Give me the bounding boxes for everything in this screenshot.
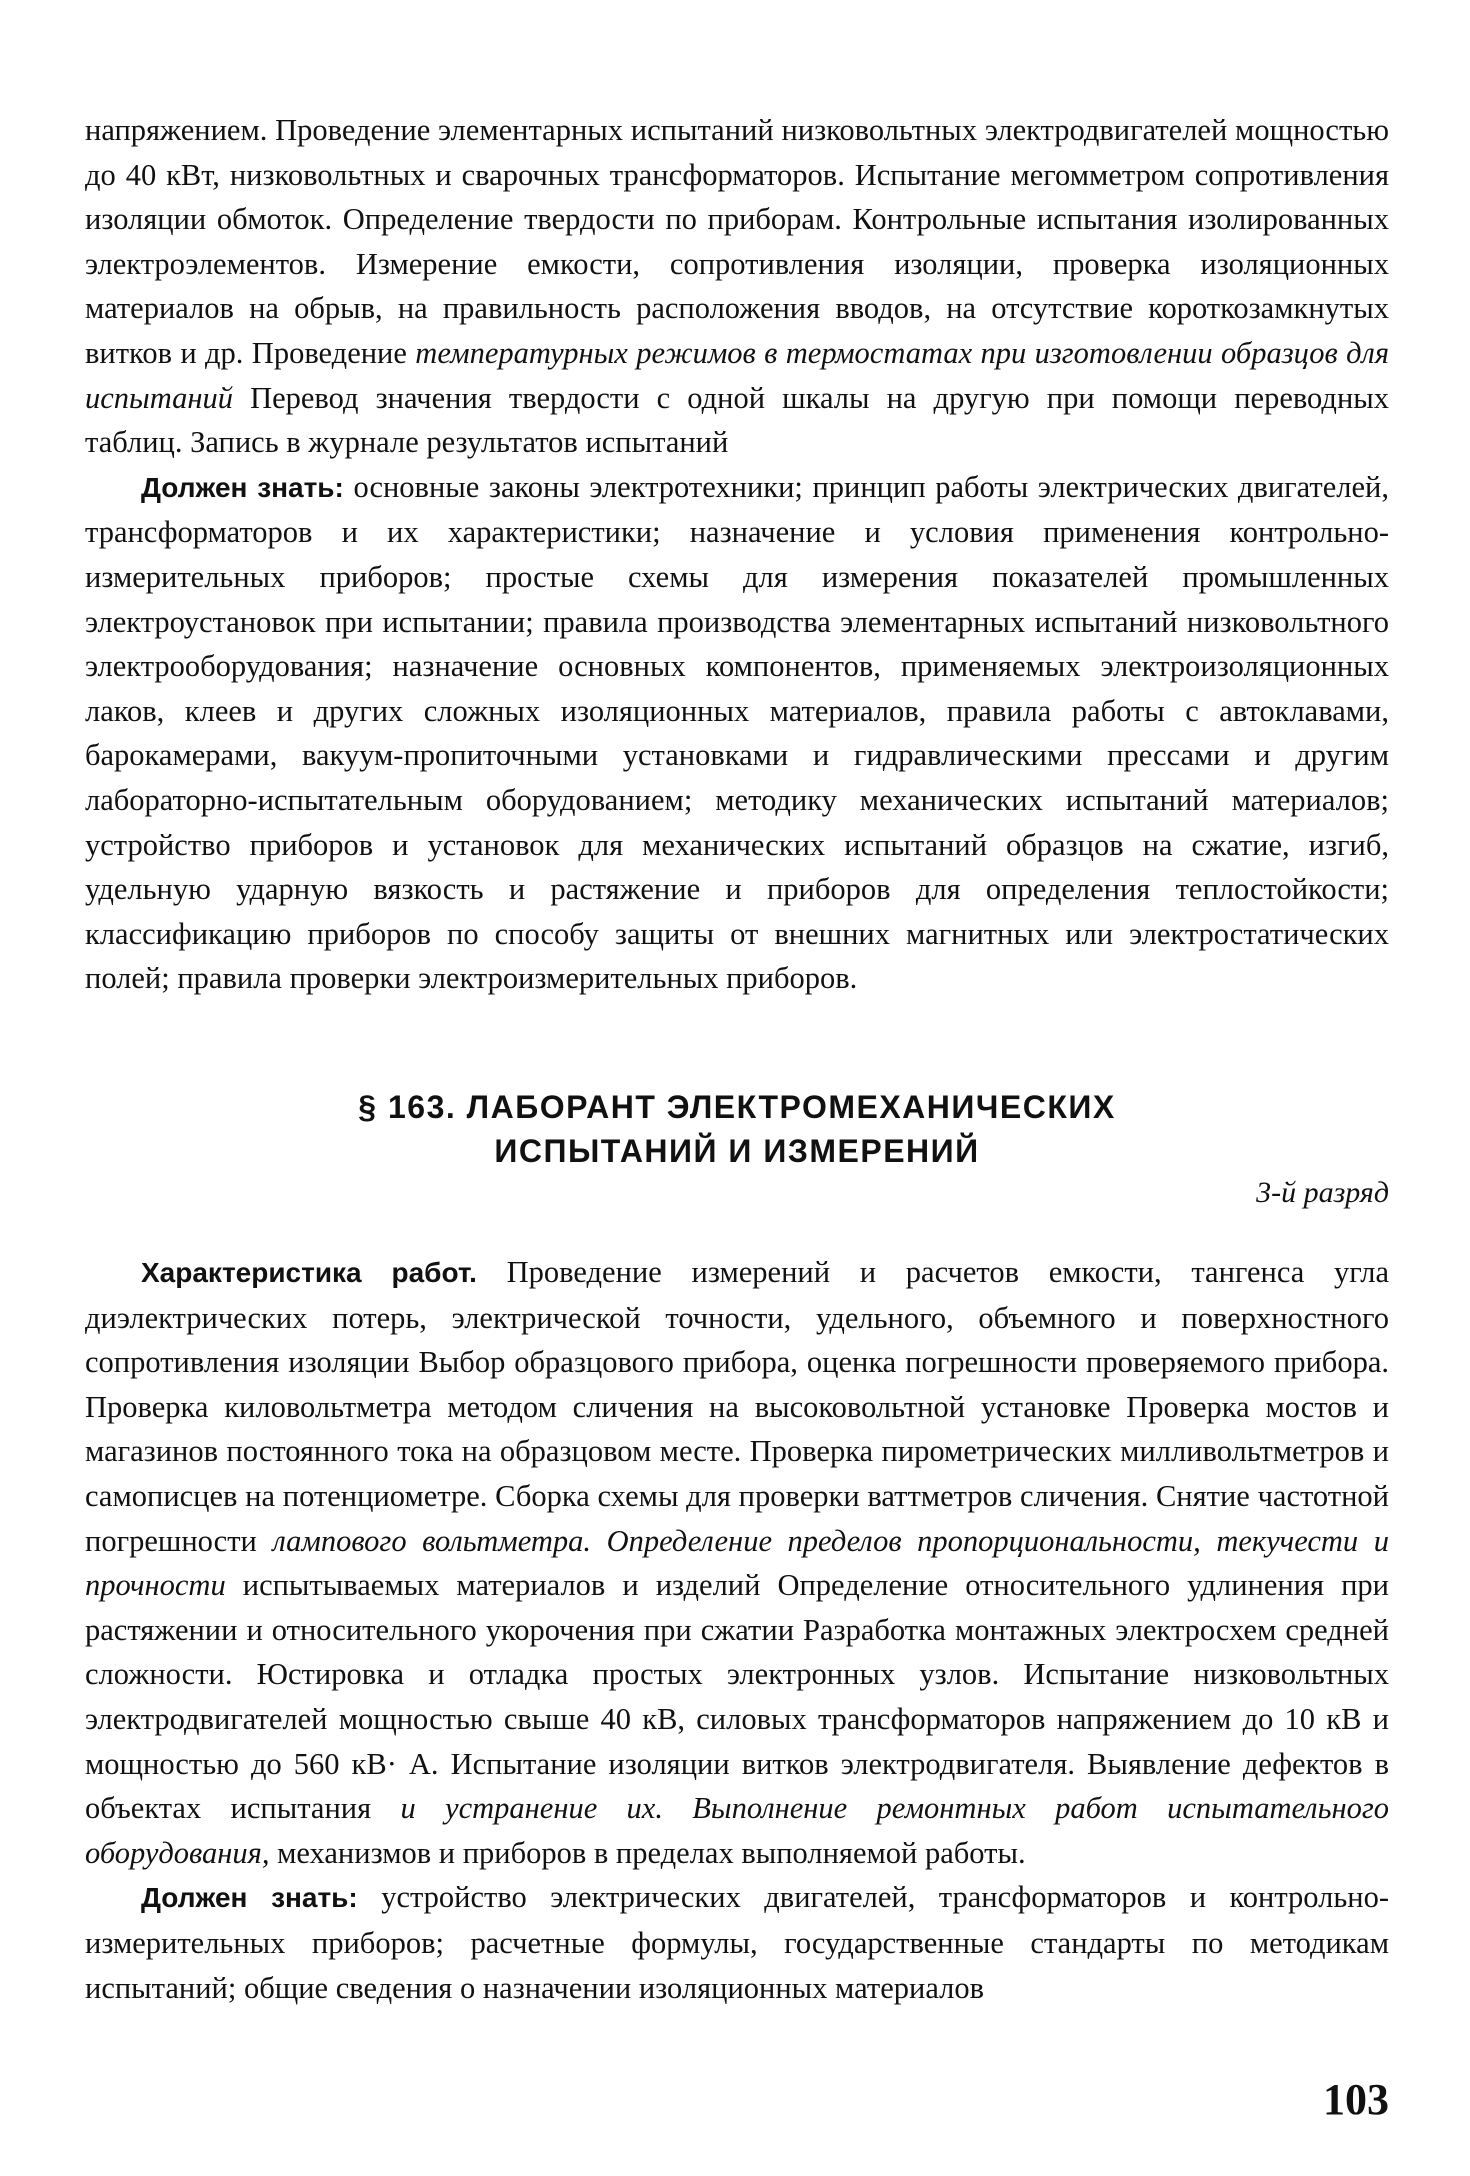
text-block-bottom [85,1250,1389,2010]
paragraph-lead: Должен знать: [141,471,344,503]
grade-label: 3-й разряд [1256,1176,1389,1209]
italic-fragment: температурных режимов в термостатах при изготовлении образцов для испытаний [85,335,1390,415]
italic-fragment: лампового вольтметра. Определение пределов пропорциональности, текучести и прочности [85,1523,1389,1603]
section-heading-line-1: § 163. ЛАБОРАНТ ЭЛЕКТРОМЕХАНИЧЕСКИХ [358,1089,1116,1125]
paragraph-lead: Характеристика работ. [141,1257,477,1288]
page-number: 103 [1323,2075,1389,2124]
section-heading-line-2: ИСПЫТАНИЙ И ИЗМЕРЕНИЙ [494,1133,980,1169]
section-heading [85,1085,1389,1173]
text-block-top [85,108,1389,1001]
paragraph-work-characteristic: Характеристика работ. Проведение измерений и расчетов емкости, тангенса угла диэлектрических потерь, электрической точности, удельного, объемного и поверхностного сопротивления изоляции Выбор образцового прибора, оценка погрешности проверяемого прибора. Проверка киловольтметра методом сличения на высоковольтной установке Проверка мостов и магазинов постоянного тока на образцовом месте. Проверка пирометрических милливольтметров и самописцев на потенциометре. Сборка схемы для проверки ваттметров сличения. Снятие частотной погрешности лампового вольтметра. Определение пределов пропорциональности, текучести и прочности испытываемых материалов и изделий Определение относительного удлинения при растяжении и относительного укорочения при сжатии Разработка монтажных электросхем средней сложности. Юстировка и отладка простых электронных узлов. Испытание низковольтных электродвигателей мощностью свыше 40 кВ, силовых трансформаторов напряжением до 10 кВ и мощностью до 560 кВ· А. Испытание изоляции витков электродвигателя. Выявление дефектов в объектах испытания и устранение их. Выполнение ремонтных работ испытательного оборудования, механизмов и приборов в пределах выполняемой работы. [85,1255,1390,1870]
paragraph-must-know: Должен знать: устройство электрических двигателей, трансформаторов и контрольно-измерительных приборов; расчетные формулы, государственные стандарты по методикам испытаний; общие сведения о назначении изоляционных материалов [85,1880,1389,2005]
paragraph-lead: Должен знать: [141,1882,358,1914]
italic-fragment: и устранение их. Выполнение ремонтных работ испытательного оборудования, [85,1791,1389,1870]
paragraph-continuation: напряжением. Проведение элементарных испытаний низковольтных электродвигателей мощностью до 40 кВт, низковольтных и сварочных трансформаторов. Испытание мегомметром сопротивления изоляции обмоток. Определение твердости по приборам. Контрольные испытания изолированных электроэлементов. Измерение емкости, сопротивления изоляции, проверка изоляционных материалов на обрыв, на правильность расположения вводов, на отсутствие короткозамкнутых витков и др. Проведение температурных режимов в термостатах при изготовлении образцов для испытаний Перевод значения твердости с одной шкалы на другую при помощи переводных таблиц. Запись в журнале результатов испытаний [85,113,1390,460]
paragraph-must-know: Должен знать: основные законы электротехники; принцип работы электрических двигателей, трансформаторов и их характеристики; назначение и условия применения контрольно-измерительных приборов; простые схемы для измерения показателей промышленных электроустановок при испытании; правила производства элементарных испытаний низковольтного электрооборудования; назначение основных компонентов, применяемых электроизоляционных лаков, клеев и других сложных изоляционных материалов, правила работы с автоклавами, барокамерами, вакуум-пропиточными установками и гидравлическими прессами и другим лабораторно-испытательным оборудованием; методику механических испытаний материалов; устройство приборов и установок для механических испытаний образцов на сжатие, изгиб, удельную ударную вязкость и растяжение и приборов для определения теплостойкости; классификацию приборов по способу защиты от внешних магнитных или электростатических полей; правила проверки электроизмерительных приборов. [85,469,1389,996]
